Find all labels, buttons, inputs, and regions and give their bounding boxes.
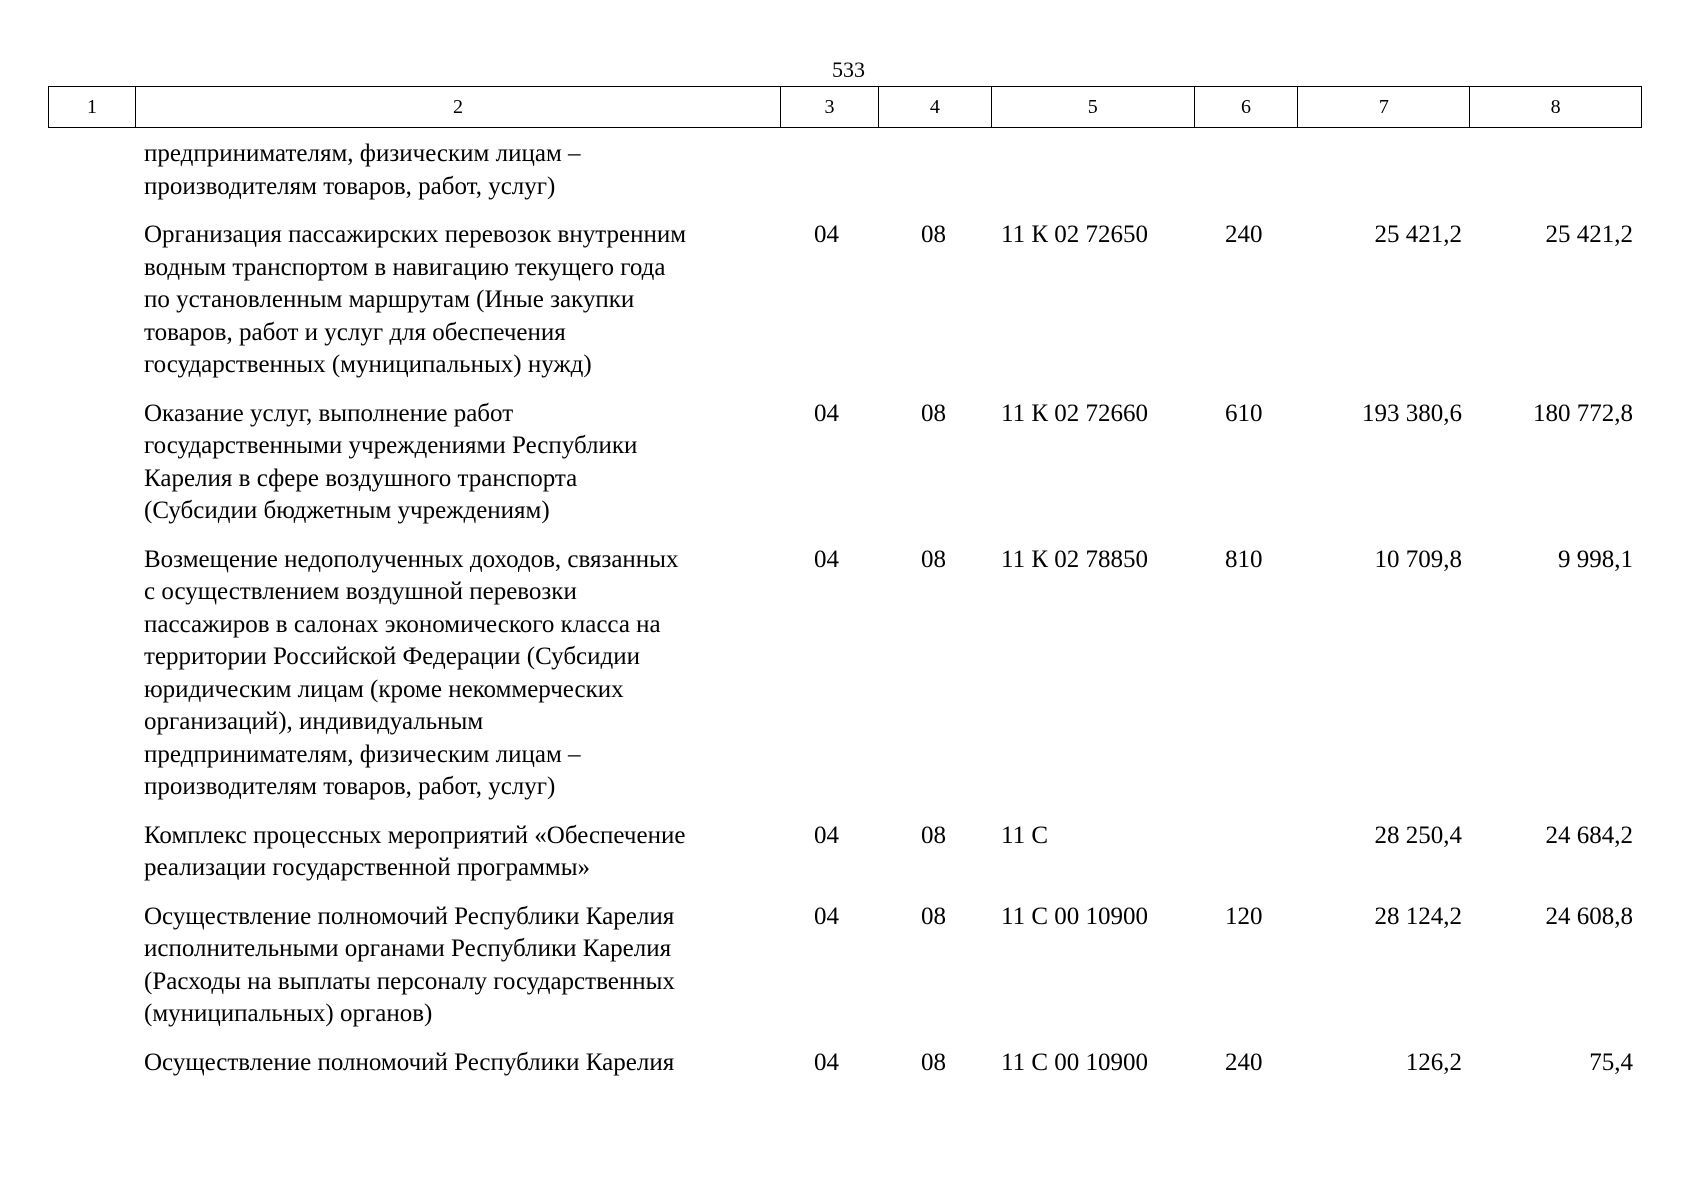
row-description bbox=[135, 901, 781, 1031]
description-line: Организация пассажирских перевозок внутренним bbox=[144, 221, 687, 248]
row-col-8: 75,4 bbox=[1589, 1048, 1633, 1076]
row-description bbox=[135, 1047, 781, 1080]
description-line: Комплекс процессных мероприятий «Обеспечение bbox=[144, 821, 686, 849]
description-line: территории Российской Федерации (Субсидии bbox=[144, 643, 640, 670]
description-line: исполнительными органами Республики Карелия bbox=[144, 935, 672, 962]
row-col-3: 04 bbox=[814, 221, 839, 248]
row-col-1 bbox=[48, 219, 135, 382]
table-row bbox=[48, 398, 1642, 528]
row-col-6: 240 bbox=[1225, 221, 1263, 248]
row-col-7: 25 421,2 bbox=[1374, 221, 1462, 248]
row-col-7: 10 709,8 bbox=[1374, 545, 1462, 573]
row-col-1 bbox=[48, 398, 135, 528]
row-description bbox=[135, 219, 781, 382]
header-col-7: 7 bbox=[1298, 87, 1470, 127]
row-col-7: 126,2 bbox=[1405, 1048, 1462, 1076]
row-col-3: 04 bbox=[814, 1048, 839, 1076]
row-col-5: 11 С bbox=[1001, 821, 1048, 849]
table-row bbox=[48, 901, 1642, 1031]
row-col-7: 28 124,2 bbox=[1374, 902, 1462, 930]
description-line: с осуществлением воздушной перевозки bbox=[144, 578, 577, 605]
row-col-1 bbox=[48, 820, 135, 885]
row-col-7: 193 380,6 bbox=[1362, 399, 1462, 427]
header-col-6: 6 bbox=[1195, 87, 1299, 127]
description-line: предпринимателям, физическим лицам – bbox=[144, 140, 581, 167]
description-line: (Субсидии бюджетным учреждениям) bbox=[144, 497, 550, 524]
header-col-8: 8 bbox=[1550, 96, 1561, 118]
table-row bbox=[48, 820, 1642, 885]
row-col-5: 11 К 02 72650 bbox=[1001, 221, 1148, 248]
row-col-4: 08 bbox=[921, 821, 946, 849]
row-col-3: 04 bbox=[814, 902, 839, 930]
table-row bbox=[48, 1047, 1642, 1080]
description-line: товаров, работ и услуг для обеспечения bbox=[144, 318, 566, 346]
row-col-3: 04 bbox=[814, 821, 839, 849]
row-col-1 bbox=[48, 138, 135, 203]
row-col-1 bbox=[48, 901, 135, 1031]
row-col-8: 180 772,8 bbox=[1533, 399, 1633, 427]
row-col-3: 04 bbox=[814, 545, 839, 573]
description-line: Возмещение недополученных доходов, связанных bbox=[144, 545, 679, 573]
row-col-6 bbox=[1195, 138, 1299, 203]
description-line: Оказание услуг, выполнение работ bbox=[144, 399, 514, 427]
row-col-7 bbox=[1299, 138, 1471, 203]
row-col-4: 08 bbox=[921, 221, 946, 248]
row-col-8 bbox=[1471, 138, 1642, 203]
row-col-8: 24 684,2 bbox=[1545, 821, 1633, 849]
row-col-6: 810 bbox=[1225, 545, 1263, 573]
header-col-2: 2 bbox=[136, 87, 781, 127]
row-col-1 bbox=[48, 1047, 135, 1080]
row-description bbox=[135, 820, 781, 885]
description-line: государственными учреждениями Республики bbox=[144, 432, 638, 459]
table-row bbox=[48, 544, 1642, 804]
table-header-row bbox=[48, 86, 1642, 128]
description-line: предпринимателям, физическим лицам – bbox=[144, 740, 581, 768]
header-col-5: 5 bbox=[992, 87, 1195, 127]
row-col-6: 240 bbox=[1225, 1048, 1263, 1076]
row-col-4: 08 bbox=[921, 902, 946, 930]
row-col-6: 120 bbox=[1225, 902, 1263, 930]
row-col-4: 08 bbox=[921, 545, 946, 573]
table-body bbox=[48, 138, 1642, 1079]
header-col-4: 4 bbox=[879, 87, 992, 127]
row-description bbox=[135, 398, 781, 528]
row-col-4: 08 bbox=[921, 399, 946, 427]
description-line: организаций), индивидуальным bbox=[144, 708, 484, 735]
row-col-6 bbox=[1195, 820, 1299, 885]
description-line: Осуществление полномочий Республики Карелия bbox=[144, 1048, 675, 1076]
row-col-7: 28 250,4 bbox=[1374, 821, 1462, 849]
row-col-5 bbox=[992, 138, 1195, 203]
row-col-3 bbox=[781, 138, 879, 203]
description-line: (Расходы на выплаты персоналу государственных bbox=[144, 967, 675, 995]
description-line: реализации государственной программы» bbox=[144, 854, 591, 881]
description-line: производителям товаров, работ, услуг) bbox=[144, 773, 556, 800]
row-col-4: 08 bbox=[921, 1048, 946, 1076]
row-col-5: 11 К 02 78850 bbox=[1001, 545, 1148, 573]
description-line: государственных (муниципальных) нужд) bbox=[144, 351, 592, 378]
header-col-3: 3 bbox=[781, 87, 879, 127]
table-row bbox=[48, 219, 1642, 382]
row-col-5: 11 С 00 10900 bbox=[1001, 1048, 1148, 1076]
row-col-8: 25 421,2 bbox=[1545, 221, 1633, 248]
row-description bbox=[135, 138, 781, 203]
description-line: Осуществление полномочий Республики Карелия bbox=[144, 902, 675, 930]
row-col-1 bbox=[48, 544, 135, 804]
row-col-5: 11 К 02 72660 bbox=[1001, 399, 1148, 427]
header-col-1: 1 bbox=[49, 87, 136, 127]
description-line: пассажиров в салонах экономического класса на bbox=[144, 610, 661, 638]
description-line: Карелия в сфере воздушного транспорта bbox=[144, 464, 578, 492]
page-number: 533 bbox=[832, 57, 865, 82]
row-description bbox=[135, 544, 781, 804]
row-col-4 bbox=[879, 138, 992, 203]
description-line: по установленным маршрутам (Иные закупки bbox=[144, 286, 635, 313]
description-line: водным транспортом в навигацию текущего года bbox=[144, 253, 666, 281]
row-col-5: 11 С 00 10900 bbox=[1001, 902, 1148, 930]
row-col-3: 04 bbox=[814, 399, 839, 427]
description-line: (муниципальных) органов) bbox=[144, 1000, 433, 1027]
row-col-8: 9 998,1 bbox=[1558, 545, 1633, 573]
description-line: юридическим лицам (кроме некоммерческих bbox=[144, 675, 624, 703]
row-col-8: 24 608,8 bbox=[1545, 902, 1633, 930]
row-col-6: 610 bbox=[1225, 399, 1263, 427]
description-line: производителям товаров, работ, услуг) bbox=[144, 172, 556, 200]
table-row bbox=[48, 138, 1642, 203]
